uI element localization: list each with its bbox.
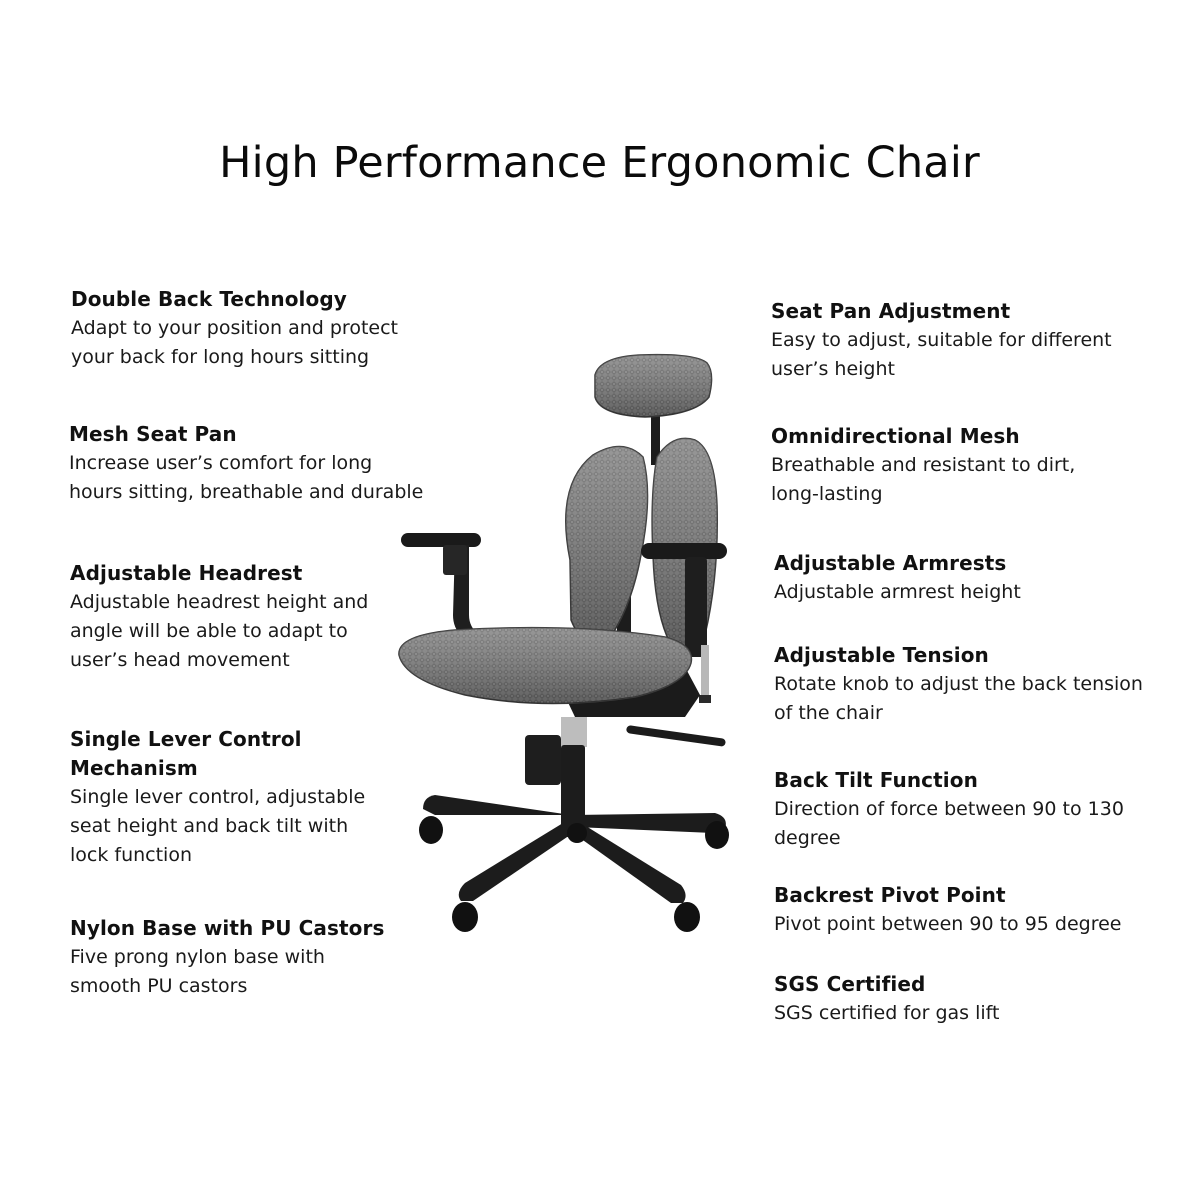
feature-description-line: smooth PU castors [70, 975, 248, 997]
feature-heading: Adjustable Headrest [70, 561, 303, 585]
feature-description-line: Pivot point between 90 to 95 degree [774, 913, 1122, 935]
feature-description-line: Easy to adjust, suitable for different [771, 329, 1112, 351]
feature-heading: Omnidirectional Mesh [771, 424, 1020, 448]
feature-description-line: long-lasting [771, 483, 883, 505]
tension-knob-rod [701, 645, 709, 700]
feature-description-line: Rotate knob to adjust the back tension [774, 673, 1143, 695]
feature-heading: Double Back Technology [71, 287, 347, 311]
feature-heading: Backrest Pivot Point [774, 883, 1006, 907]
feature-description-line: Adjustable headrest height and [70, 591, 369, 613]
headrest [595, 355, 712, 417]
feature-nylon-base [70, 914, 450, 1001]
feature-description-line: Breathable and resistant to dirt, [771, 454, 1076, 476]
feature-heading: Mechanism [70, 756, 198, 780]
feature-single-lever-control [70, 725, 450, 870]
feature-omnidirectional-mesh [771, 422, 1151, 509]
feature-seat-pan-adjustment [771, 297, 1151, 384]
feature-double-back-technology [71, 285, 451, 372]
feature-sgs-certified [774, 970, 1154, 1028]
feature-description-line: Adapt to your position and protect [71, 317, 398, 339]
feature-adjustable-headrest [70, 559, 450, 675]
feature-description-line: Single lever control, adjustable [70, 786, 366, 808]
feature-description-line: your back for long hours sitting [71, 346, 370, 368]
left-backrest-pad [566, 446, 648, 645]
feature-description-line: Five prong nylon base with [70, 946, 325, 968]
feature-mesh-seat-pan [69, 420, 449, 507]
feature-adjustable-armrests [774, 549, 1154, 607]
feature-description-line: SGS certified for gas lift [774, 1002, 1000, 1024]
feature-heading: Mesh Seat Pan [69, 422, 237, 446]
feature-heading: Nylon Base with PU Castors [70, 916, 385, 940]
feature-description-line: lock function [70, 844, 193, 866]
feature-heading: Seat Pan Adjustment [771, 299, 1011, 323]
feature-description-line: user’s head movement [70, 649, 290, 671]
mesh-seat-pan [399, 628, 692, 704]
feature-description-line: hours sitting, breathable and durable [69, 481, 424, 503]
pu-castors [419, 816, 729, 932]
feature-heading: Adjustable Armrests [774, 551, 1007, 575]
feature-description-line: Adjustable armrest height [774, 581, 1021, 603]
feature-adjustable-tension [774, 641, 1174, 728]
feature-description-line: Increase user’s comfort for long [69, 452, 373, 474]
feature-back-tilt-function [774, 766, 1154, 853]
feature-description-line: angle will be able to adapt to [70, 620, 348, 642]
feature-description-line: Direction of force between 90 to 130 [774, 798, 1124, 820]
feature-heading: Single Lever Control [70, 727, 302, 751]
feature-heading: SGS Certified [774, 972, 926, 996]
feature-description-line: seat height and back tilt with [70, 815, 349, 837]
feature-heading: Back Tilt Function [774, 768, 978, 792]
control-lever [626, 725, 726, 747]
page-title: High Performance Ergonomic Chair [219, 138, 980, 188]
feature-backrest-pivot-point [774, 881, 1154, 939]
ergonomic-chair-image [395, 345, 755, 945]
feature-description-line: degree [774, 827, 841, 849]
feature-description-line: of the chair [774, 702, 883, 724]
feature-heading: Adjustable Tension [774, 643, 989, 667]
feature-description-line: user’s height [771, 358, 895, 380]
